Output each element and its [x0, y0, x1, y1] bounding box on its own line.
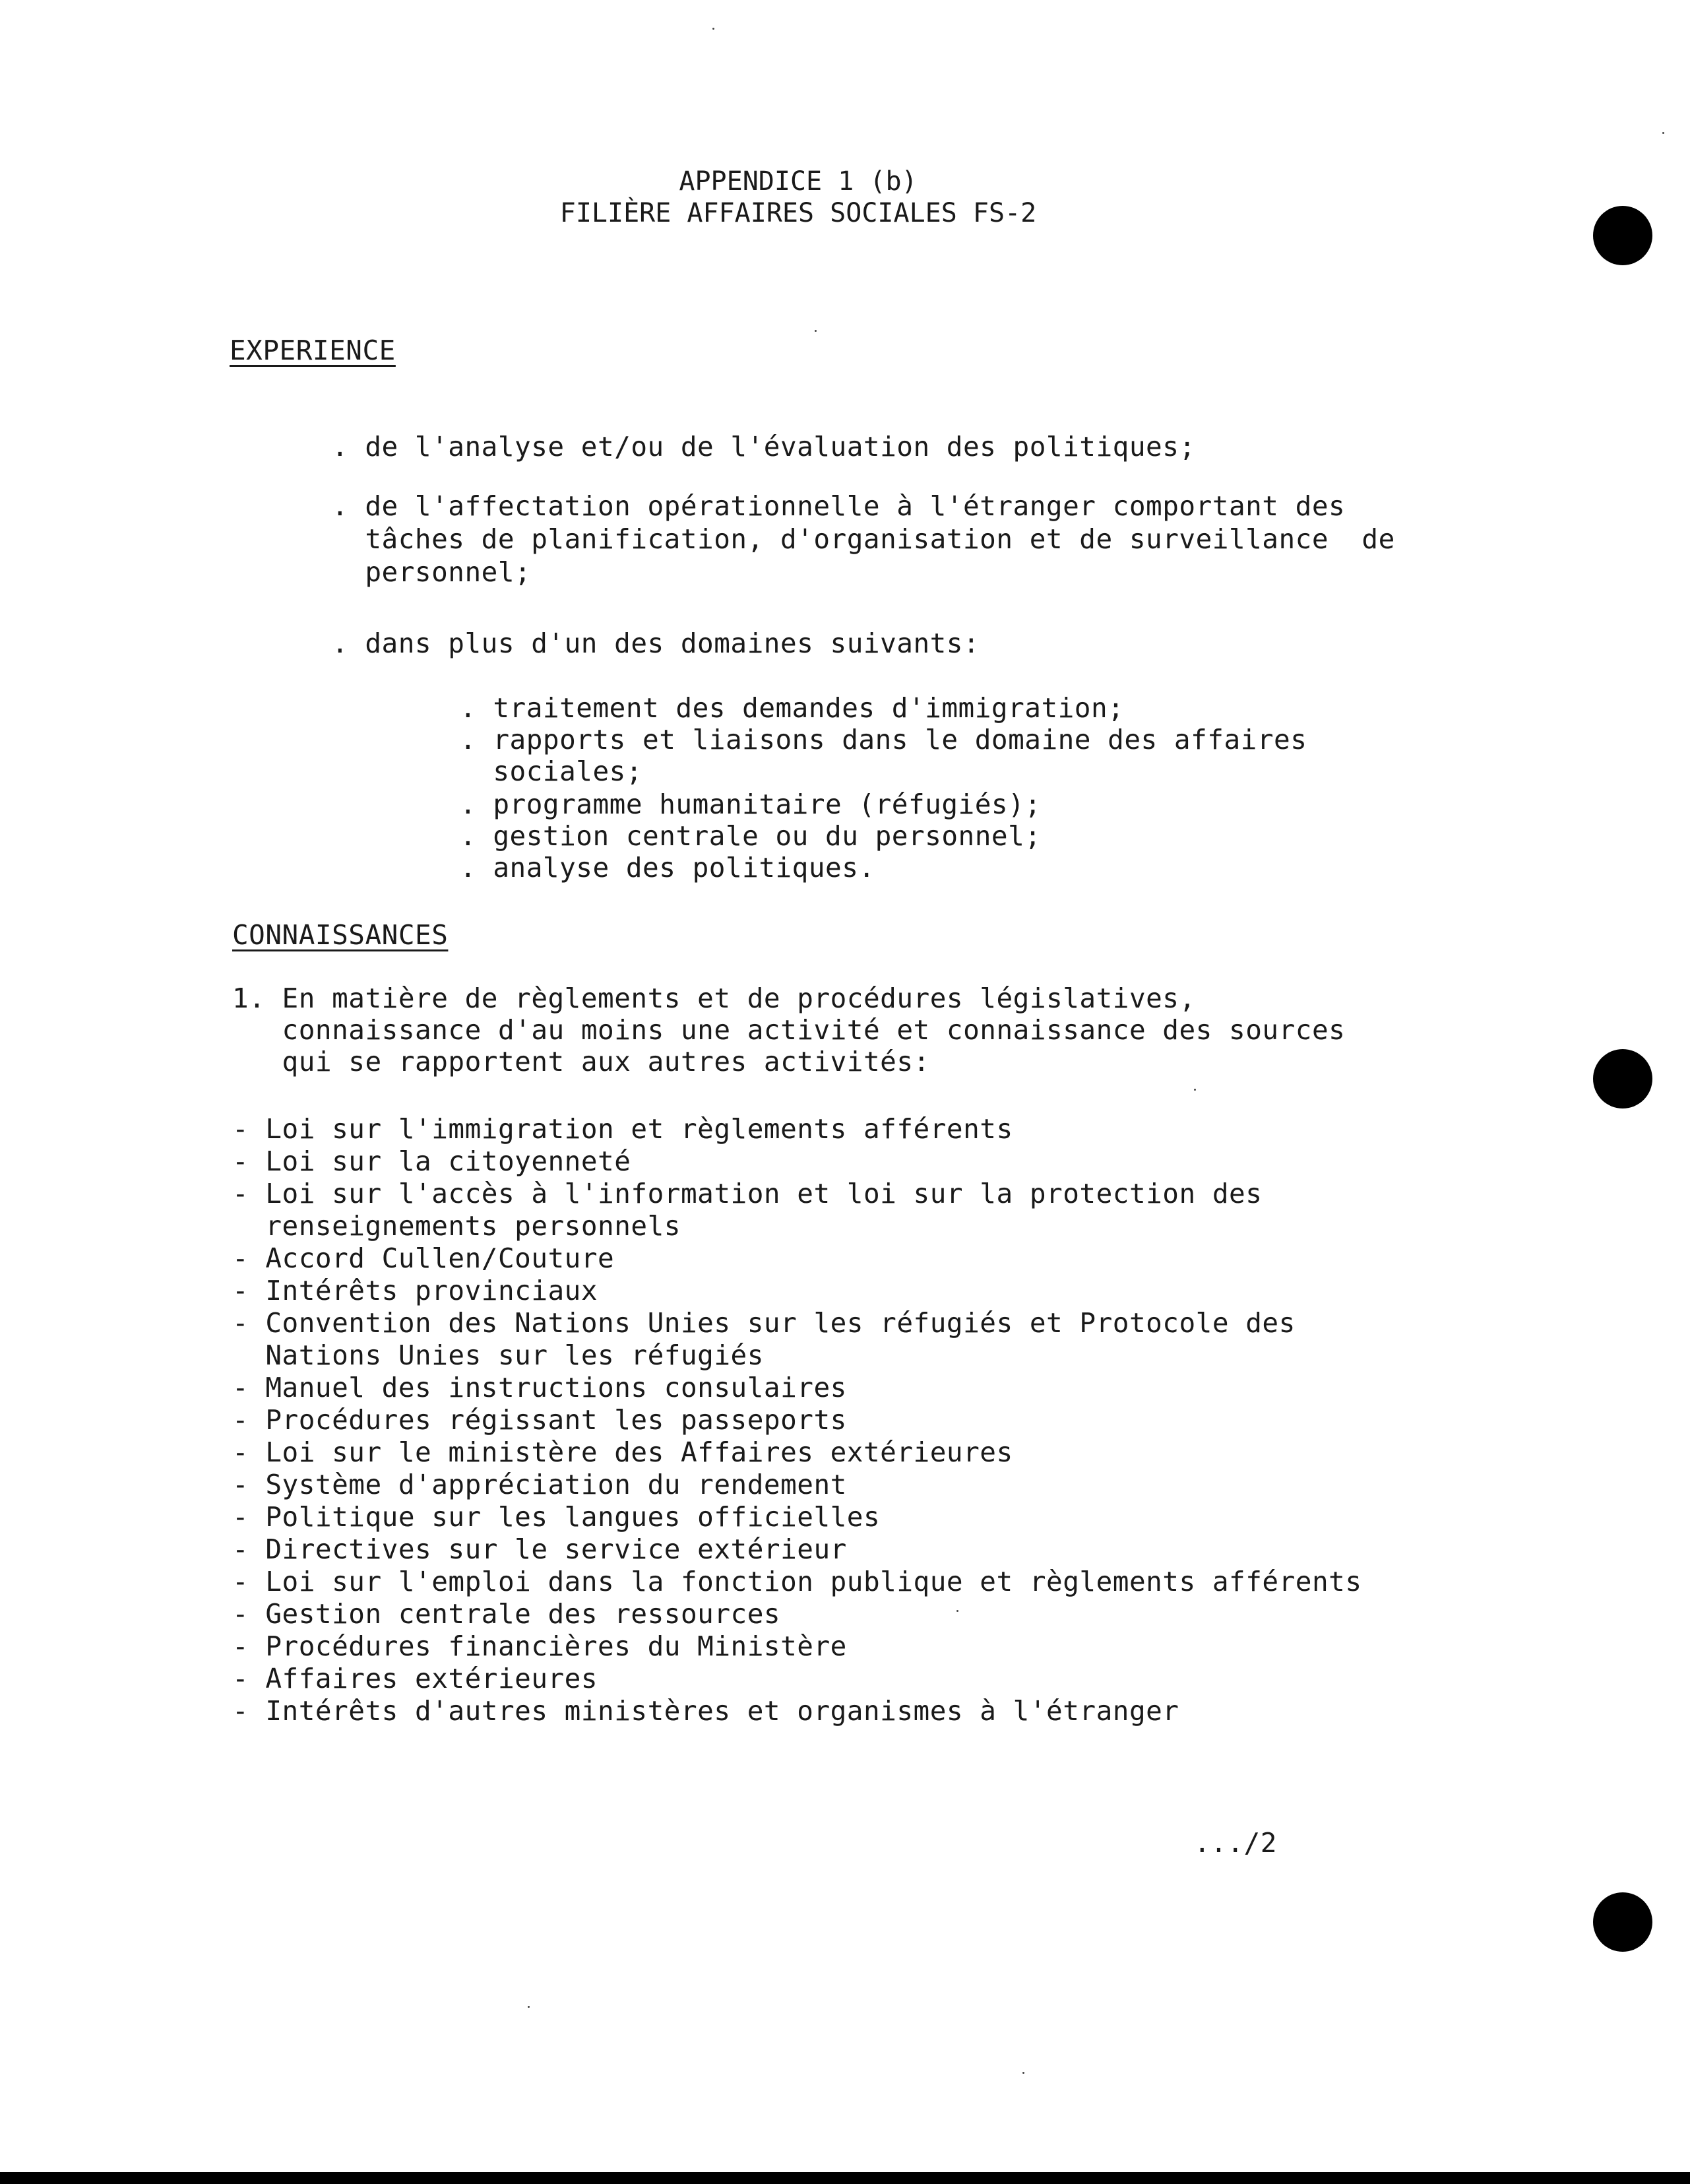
scan-speck	[815, 330, 817, 332]
knowledge-list-item: - Gestion centrale des ressources	[232, 1598, 781, 1630]
scan-speck	[528, 2006, 530, 2008]
punch-hole-middle	[1593, 1049, 1652, 1108]
appendix-subtitle: FILIÈRE AFFAIRES SOCIALES FS-2	[559, 198, 1037, 228]
punch-hole-top	[1593, 206, 1652, 265]
knowledge-list-item: renseignements personnels	[232, 1210, 681, 1242]
knowledge-list-item: - Loi sur l'accès à l'information et loi sur la protection des	[232, 1178, 1263, 1209]
knowledge-list-item: - Loi sur l'emploi dans la fonction publique et règlements afférents	[232, 1566, 1362, 1597]
knowledge-list-item: - Loi sur la citoyenneté	[232, 1145, 631, 1177]
knowledge-list-item: - Accord Cullen/Couture	[232, 1242, 615, 1274]
scan-bottom-edge	[0, 2172, 1690, 2184]
scan-speck	[956, 1610, 958, 1612]
knowledge-list-item: - Système d'appréciation du rendement	[232, 1469, 847, 1500]
knowledge-list-item: - Intérêts d'autres ministères et organismes à l'étranger	[232, 1695, 1179, 1727]
connaissances-intro: connaissance d'au moins une activité et connaissance des sources	[232, 1014, 1346, 1046]
experience-bullet: . de l'analyse et/ou de l'évaluation des politiques;	[332, 431, 1196, 463]
knowledge-list-item: - Loi sur l'immigration et règlements afférents	[232, 1113, 1013, 1145]
knowledge-list-item: - Intérêts provinciaux	[232, 1275, 598, 1306]
connaissances-intro: qui se rapportent aux autres activités:	[232, 1046, 930, 1077]
scan-speck	[712, 28, 714, 30]
domain-sub-bullet: . programme humanitaire (réfugiés);	[460, 788, 1042, 820]
experience-bullet: . de l'affectation opérationnelle à l'étranger comportant des	[332, 490, 1346, 522]
experience-bullet-continuation: personnel;	[332, 556, 532, 588]
page-continuation-marker: .../2	[1194, 1827, 1277, 1859]
appendix-title: APPENDICE 1 (b)	[679, 166, 918, 197]
domain-sub-bullet: . traitement des demandes d'immigration;	[460, 692, 1125, 724]
knowledge-list-item: - Politique sur les langues officielles	[232, 1501, 881, 1533]
domain-sub-bullet-continuation: sociales;	[460, 755, 643, 787]
knowledge-list-item: - Procédures financières du Ministère	[232, 1630, 847, 1662]
experience-bullet: . dans plus d'un des domaines suivants:	[332, 627, 980, 659]
domain-sub-bullet: . analyse des politiques.	[460, 852, 875, 883]
scan-speck	[1022, 2072, 1024, 2074]
scan-speck	[1194, 1089, 1196, 1091]
punch-hole-bottom	[1593, 1892, 1652, 1952]
experience-bullet-continuation: tâches de planification, d'organisation et de surveillance de	[332, 523, 1395, 555]
scan-speck	[1662, 132, 1664, 134]
knowledge-list-item: - Affaires extérieures	[232, 1663, 598, 1694]
experience-heading: EXPERIENCE	[230, 335, 396, 366]
connaissances-heading: CONNAISSANCES	[232, 919, 449, 951]
knowledge-list-item: - Directives sur le service extérieur	[232, 1533, 847, 1565]
knowledge-list-item: - Procédures régissant les passeports	[232, 1404, 847, 1436]
domain-sub-bullet: . rapports et liaisons dans le domaine des affaires	[460, 724, 1307, 755]
knowledge-list-item: - Manuel des instructions consulaires	[232, 1372, 847, 1403]
knowledge-list-item: - Loi sur le ministère des Affaires extérieures	[232, 1436, 1013, 1468]
knowledge-list-item: - Convention des Nations Unies sur les réfugiés et Protocole des	[232, 1307, 1296, 1339]
knowledge-list-item: Nations Unies sur les réfugiés	[232, 1339, 764, 1371]
domain-sub-bullet: . gestion centrale ou du personnel;	[460, 820, 1042, 852]
connaissances-intro: 1. En matière de règlements et de procédures législatives,	[232, 982, 1196, 1014]
